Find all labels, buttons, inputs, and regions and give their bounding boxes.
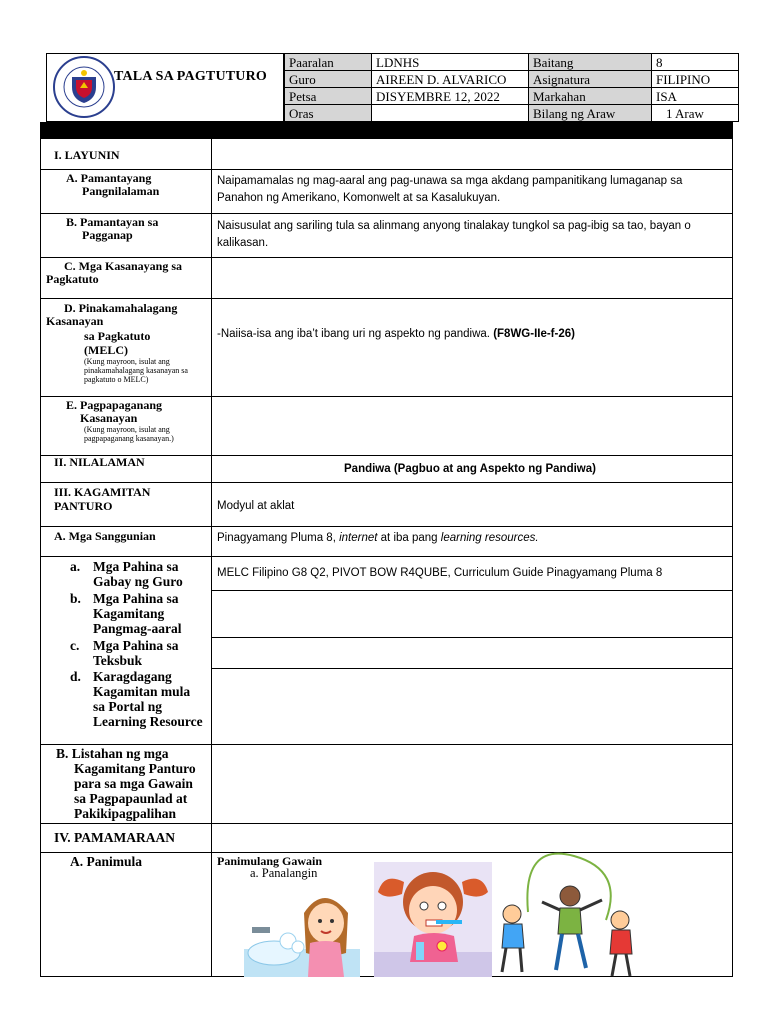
meta-label: Oras (285, 105, 372, 122)
row-divider (40, 213, 733, 214)
meta-row (285, 71, 739, 88)
sanggunian-text-italic: learning resources. (440, 532, 539, 544)
row-d-label-cont: (MELC) (84, 343, 128, 357)
row-e-note: (Kung mayroon, isulat ang pagpapaganang kasanayan.) (84, 425, 174, 443)
meta-label: Guro (285, 71, 372, 88)
row-d-label: D. Pinakamahalagang (64, 301, 178, 315)
row-d-text: -Naiisa-isa ang iba’t ibang uri ng aspekto ng pandiwa. (217, 328, 490, 340)
section-pamamaraan-heading: IV. PAMAMARAAN (54, 830, 175, 845)
row-divider (40, 744, 733, 745)
row-d-label-cont: Kasanayan (46, 314, 104, 328)
meta-label: Bilang ng Araw (529, 105, 652, 122)
meta-value: ISA (652, 88, 739, 105)
sanggunian-content (217, 530, 539, 547)
row-divider (40, 169, 733, 170)
row-c-label-cont: Pagkatuto (46, 272, 99, 286)
brushing-teeth-illustration (374, 862, 492, 977)
page-title: TALA SA PAGTUTURO (114, 69, 268, 84)
meta-label: Markahan (529, 88, 652, 105)
section-kagamitan-heading-cont: PANTURO (54, 499, 113, 513)
sub-b-marker: b. (70, 591, 81, 606)
sub-a-content: MELC Filipino G8 Q2, PIVOT BOW R4QUBE, Curriculum Guide Pinagyamang Pluma 8 (217, 567, 663, 579)
kagamitan-content: Modyul at aklat (217, 500, 295, 512)
nilalaman-content: Pandiwa (Pagbuo at ang Aspekto ng Pandiwa) (344, 463, 596, 475)
meta-row (285, 88, 739, 105)
meta-label: Baitang (529, 54, 652, 71)
section-layunin-heading: I. LAYUNIN (54, 148, 120, 162)
sub-a-label: Mga Pahina sa Gabay ng Guro (93, 559, 183, 589)
sanggunian-text: Pinagyamang Pluma 8, (217, 532, 340, 544)
row-a-label: A. Pamantayang (66, 171, 152, 185)
sanggunian-text-italic: internet (339, 532, 378, 544)
panimula-item: a. Panalangin (250, 866, 318, 880)
row-divider (211, 637, 733, 638)
row-c-label: C. Mga Kasanayang sa (64, 259, 183, 273)
header-separator-bar (40, 122, 733, 139)
meta-label: Petsa (285, 88, 372, 105)
row-divider (211, 590, 733, 591)
row-b-label: B. Pamantayan sa (66, 215, 159, 229)
meta-value: 1 Araw (652, 105, 739, 122)
row-b-label-cont: Pagganap (82, 228, 133, 242)
meta-value: FILIPINO (652, 71, 739, 88)
sub-b2-label: B. Listahan ng mga Kagamitang Panturo para sa mga Gawain sa Pagpapaunlad at Pakikipagpalihan (56, 746, 196, 821)
row-divider (40, 257, 733, 258)
row-d-code: (F8WG-IIe-f-26) (493, 328, 575, 340)
row-divider (40, 526, 733, 527)
sub-c-label: Mga Pahina sa Teksbuk (93, 638, 179, 668)
meta-row (285, 54, 739, 71)
panimula-title: Panimulang Gawain (217, 854, 323, 868)
meta-row (285, 105, 739, 122)
row-d-content (217, 326, 575, 343)
deped-seal-icon (50, 55, 118, 119)
sanggunian-label: A. Mga Sanggunian (54, 529, 156, 543)
row-a-label-cont: Pangnilalaman (82, 184, 160, 198)
meta-value (372, 105, 529, 122)
panimula-label: A. Panimula (70, 854, 143, 869)
section-kagamitan-heading: III. KAGAMITAN (54, 485, 151, 499)
sub-d-label: Karagdagang Kagamitan mula sa Portal ng Learning Resource (93, 669, 203, 729)
sub-c-marker: c. (70, 638, 80, 653)
meta-value: LDNHS (372, 54, 529, 71)
row-e-label: E. Pagpapaganang (66, 398, 163, 412)
meta-label: Paaralan (285, 54, 372, 71)
meta-label: Asignatura (529, 71, 652, 88)
jump-rope-kids-illustration (494, 852, 644, 982)
section-nilalaman-heading: II. NILALAMAN (54, 455, 145, 469)
row-divider (211, 668, 733, 669)
row-d-label-cont: sa Pagkatuto (84, 329, 151, 343)
row-divider (40, 823, 733, 824)
row-divider (40, 396, 733, 397)
row-divider (40, 482, 733, 483)
row-divider (40, 298, 733, 299)
sub-a-marker: a. (70, 559, 81, 574)
row-divider (40, 556, 733, 557)
row-e-label-cont: Kasanayan (80, 411, 138, 425)
washing-hands-illustration (244, 883, 360, 977)
meta-value: DISYEMBRE 12, 2022 (372, 88, 529, 105)
sub-d-marker: d. (70, 669, 81, 684)
meta-value: 8 (652, 54, 739, 71)
sub-b-label: Mga Pahina sa Kagamitang Pangmag-aaral (93, 591, 182, 636)
row-d-note: (Kung mayroon, isulat ang pinakamahalagang kasanayan sa pagkatuto o MELC) (84, 357, 188, 384)
sanggunian-text: at iba pang (377, 532, 441, 544)
meta-table (284, 53, 739, 122)
row-b-content: Naisusulat ang sariling tula sa alinmang anyong tinalakay tungkol sa pag-ibig sa tao, bayan o kalikasan. (217, 220, 691, 249)
meta-value: AIREEN D. ALVARICO (372, 71, 529, 88)
row-a-content: Naipamamalas ng mag-aaral ang pag-unawa sa mga akdang pampanitikang lumaganap sa Panahon ng Amerikano, Komonwelt at sa Kasalukuyan. (217, 175, 683, 204)
